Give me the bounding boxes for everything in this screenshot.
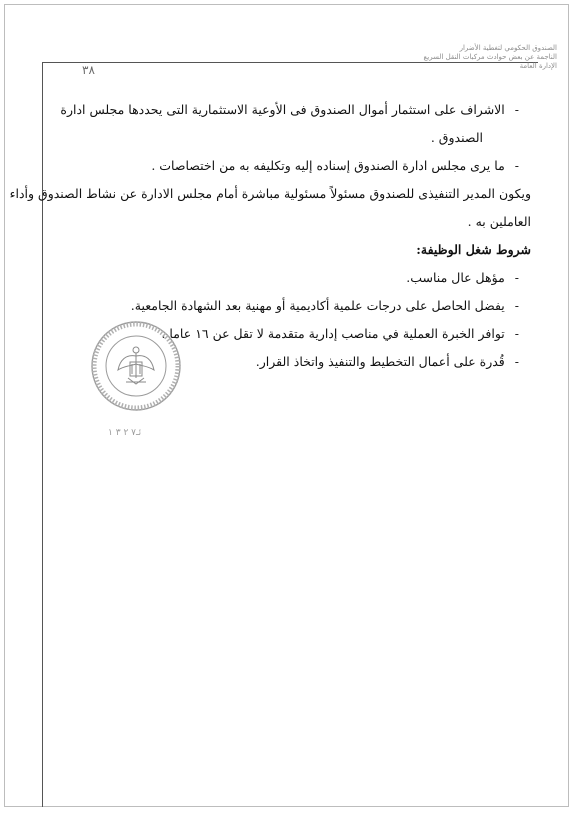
letterhead-line-1: الصندوق الحكومي لتغطية الأضرار xyxy=(459,44,557,52)
responsibility-paragraph-line-2: العاملين به . xyxy=(467,214,531,229)
duty-item-1 xyxy=(35,96,531,124)
condition-item-text: مؤهل عال مناسب. xyxy=(406,270,505,285)
condition-item-text: توافر الخبرة العملية في مناصب إدارية متقدمة لا تقل عن ١٦ عاما . xyxy=(161,326,505,341)
letterhead xyxy=(424,44,557,71)
bullet: - xyxy=(514,354,519,369)
duty-item-1-continued: الصندوق . xyxy=(430,130,483,145)
bullet: - xyxy=(514,158,519,173)
condition-item xyxy=(35,292,531,320)
letterhead-line-3: الإدارة العامة xyxy=(519,62,557,70)
official-seal-stamp xyxy=(90,320,182,412)
condition-item-text: يفضل الحاصل على درجات علمية أكاديمية أو مهنية بعد الشهادة الجامعية. xyxy=(130,298,505,313)
duty-item-1-text: الاشراف على استثمار أموال الصندوق فى الأوعية الاستثمارية التى يحددها مجلس ادارة xyxy=(60,102,505,117)
eagle-emblem-icon xyxy=(118,347,154,384)
condition-item xyxy=(35,264,531,292)
duty-item-2 xyxy=(35,152,531,180)
bullet: - xyxy=(514,102,519,117)
conditions-heading: شروط شغل الوظيفة: xyxy=(416,242,531,257)
condition-item-text: قُدرة على أعمال التخطيط والتنفيذ واتخاذ القرار. xyxy=(255,354,505,369)
bullet: - xyxy=(514,270,519,285)
stamp-signature-mark: ئـ٧ ٢ ٣ ١ xyxy=(108,428,142,438)
letterhead-line-2: الناجمة عن بعض حوادث مركبات النقل السريع xyxy=(423,53,557,61)
bullet: - xyxy=(514,326,519,341)
duty-item-2-text: ما يرى مجلس ادارة الصندوق إسناده إليه وتكليفه به من اختصاصات . xyxy=(151,158,505,173)
page-number: ٣٨ xyxy=(82,63,95,77)
responsibility-paragraph-line-1: ويكون المدير التنفيذى للصندوق مسئولاً مسئولية مباشرة أمام مجلس الادارة عن نشاط الصندوق وأداء xyxy=(9,186,531,201)
bullet: - xyxy=(514,298,519,313)
